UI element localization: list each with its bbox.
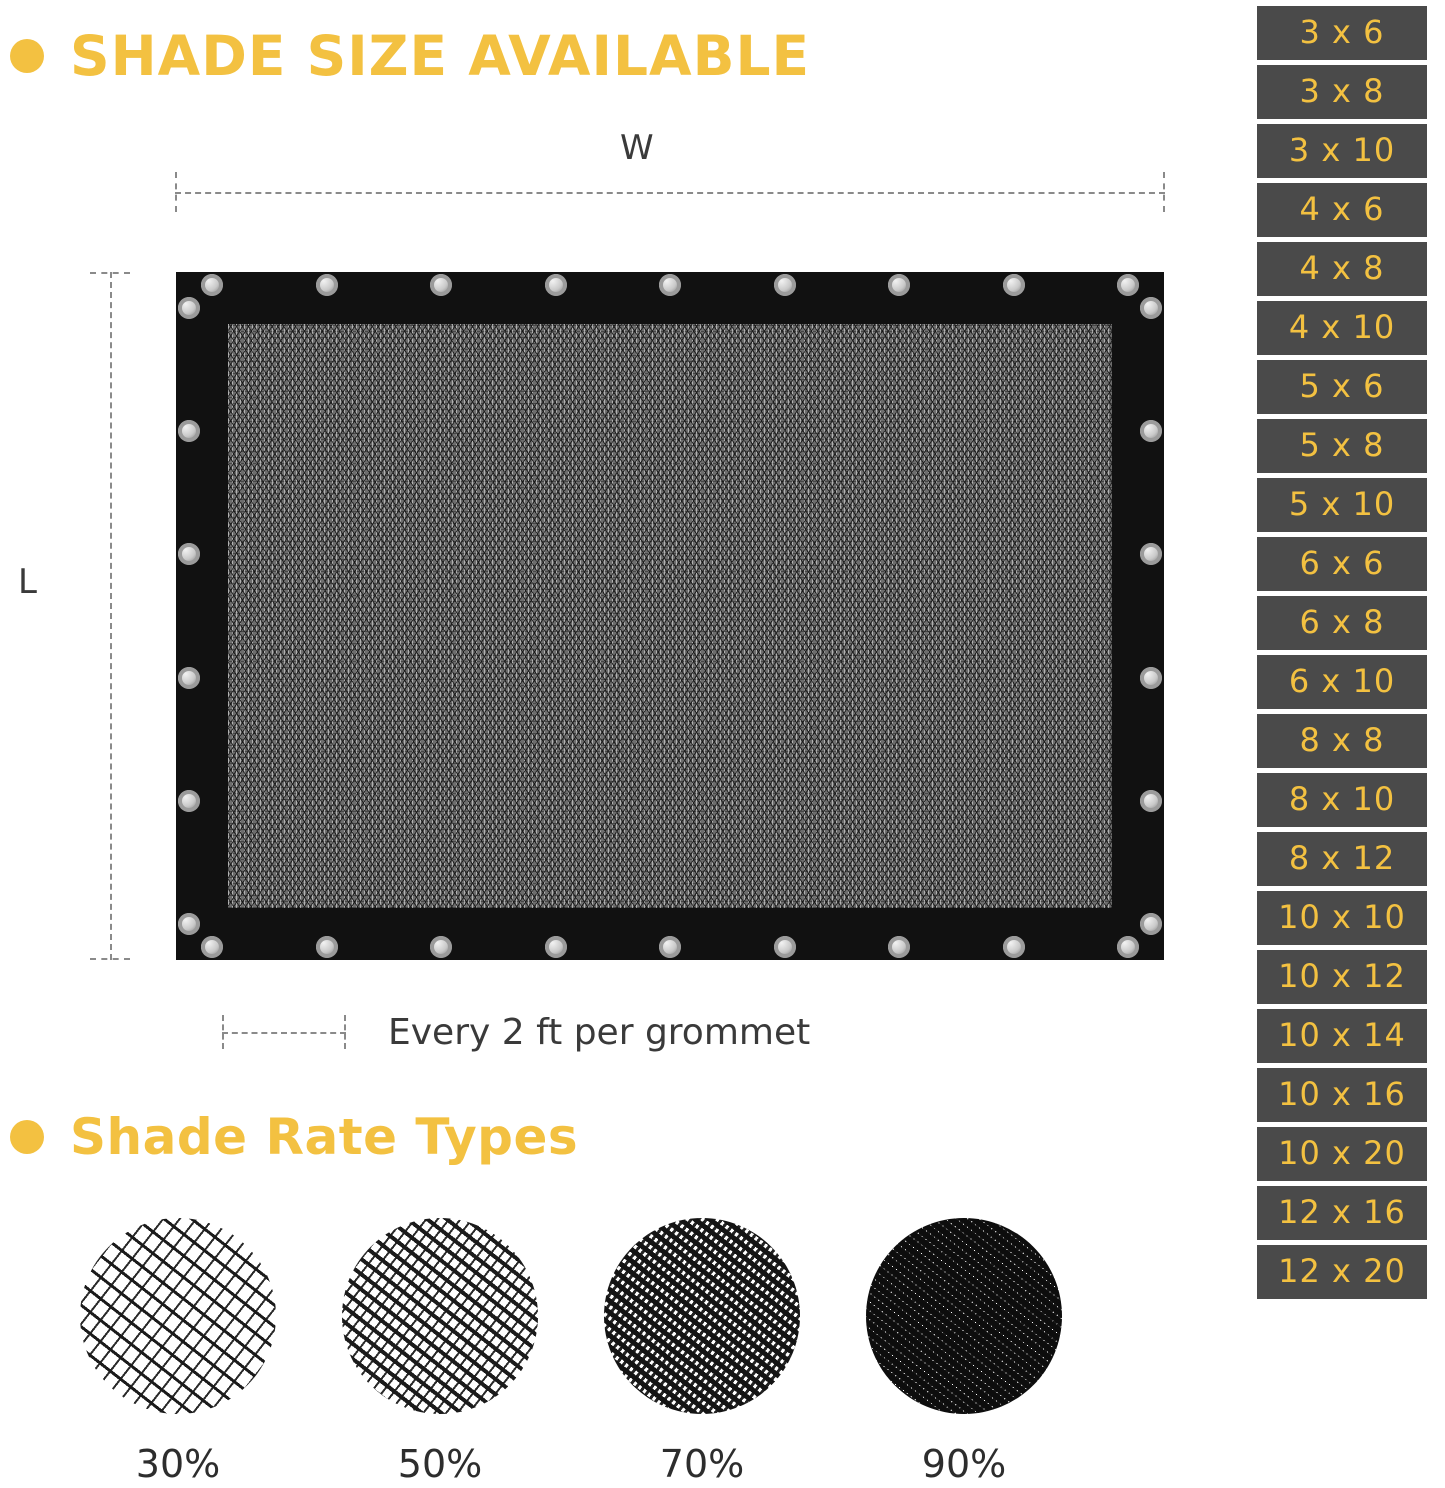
grommet [1140,913,1162,935]
section-heading-shade-rate [10,1108,578,1166]
length-tick-top [90,272,130,274]
shade-rate-item [854,1218,1074,1486]
size-option[interactable]: 6 x 6 [1257,537,1427,591]
size-option[interactable]: 3 x 8 [1257,65,1427,119]
size-option[interactable]: 10 x 20 [1257,1127,1427,1181]
size-option[interactable]: 3 x 10 [1257,124,1427,178]
section-heading-label: Shade Rate Types [70,1108,579,1166]
size-option[interactable]: 4 x 8 [1257,242,1427,296]
grommet [774,936,796,958]
width-tick-left [175,172,177,212]
width-tick-right [1163,172,1165,212]
grommet [430,936,452,958]
shade-rate-item [330,1218,550,1486]
size-option[interactable]: 5 x 8 [1257,419,1427,473]
grommet [1140,420,1162,442]
grommet [1117,936,1139,958]
grommet [1140,667,1162,689]
grommet [888,936,910,958]
size-option-list[interactable] [1257,6,1427,1299]
length-dimension-line [110,272,112,960]
size-option[interactable]: 6 x 8 [1257,596,1427,650]
shade-rate-label: 30% [135,1442,221,1486]
size-option[interactable]: 12 x 20 [1257,1245,1427,1299]
width-dimension-line [175,192,1165,194]
grommet [1140,790,1162,812]
grommet [1140,297,1162,319]
size-option[interactable]: 10 x 10 [1257,891,1427,945]
grommet [1140,543,1162,565]
width-dimension-label: W [620,128,654,168]
grommet [1003,274,1025,296]
grommet [1003,936,1025,958]
size-option[interactable]: 6 x 10 [1257,655,1427,709]
grommet-spacing-tick-right [344,1015,346,1049]
grommet [316,274,338,296]
size-option[interactable]: 4 x 10 [1257,301,1427,355]
size-option[interactable]: 4 x 6 [1257,183,1427,237]
size-option[interactable]: 5 x 10 [1257,478,1427,532]
grommet [178,790,200,812]
grommet [178,297,200,319]
grommet [545,936,567,958]
size-option[interactable]: 8 x 8 [1257,714,1427,768]
bullet-dot-icon [10,1120,44,1154]
grommet [178,913,200,935]
size-option[interactable]: 10 x 16 [1257,1068,1427,1122]
length-tick-bottom [90,958,130,960]
size-option[interactable]: 8 x 12 [1257,832,1427,886]
grommet-spacing-line [222,1032,346,1034]
grommet [178,420,200,442]
length-dimension-label: L [18,562,37,602]
size-option[interactable]: 12 x 16 [1257,1186,1427,1240]
shade-rate-list [0,1218,1260,1488]
shade-rate-label: 50% [397,1442,483,1486]
shade-rate-label: 90% [921,1442,1007,1486]
grommet [430,274,452,296]
grommet [178,667,200,689]
grommet-spacing-label: Every 2 ft per grommet [388,1012,811,1053]
grommet [316,936,338,958]
grommet-spacing-tick-left [222,1015,224,1049]
shade-rate-swatch [342,1218,538,1414]
size-option[interactable]: 10 x 12 [1257,950,1427,1004]
grommet [888,274,910,296]
shade-cloth-panel [176,272,1164,960]
size-option[interactable]: 5 x 6 [1257,360,1427,414]
size-option[interactable]: 3 x 6 [1257,6,1427,60]
shade-rate-item [592,1218,812,1486]
section-heading-label: SHADE SIZE AVAILABLE [70,24,811,88]
grommet [201,274,223,296]
size-option[interactable]: 10 x 14 [1257,1009,1427,1063]
grommet [201,936,223,958]
grommet [545,274,567,296]
shade-rate-swatch [866,1218,1062,1414]
grommet [659,274,681,296]
shade-rate-item [68,1218,288,1486]
grommet [659,936,681,958]
shade-rate-swatch [604,1218,800,1414]
size-option[interactable]: 8 x 10 [1257,773,1427,827]
grommet [178,543,200,565]
grommet [774,274,796,296]
shade-cloth-mesh [228,324,1112,908]
grommet [1117,274,1139,296]
shade-rate-label: 70% [659,1442,745,1486]
shade-rate-swatch [80,1218,276,1414]
